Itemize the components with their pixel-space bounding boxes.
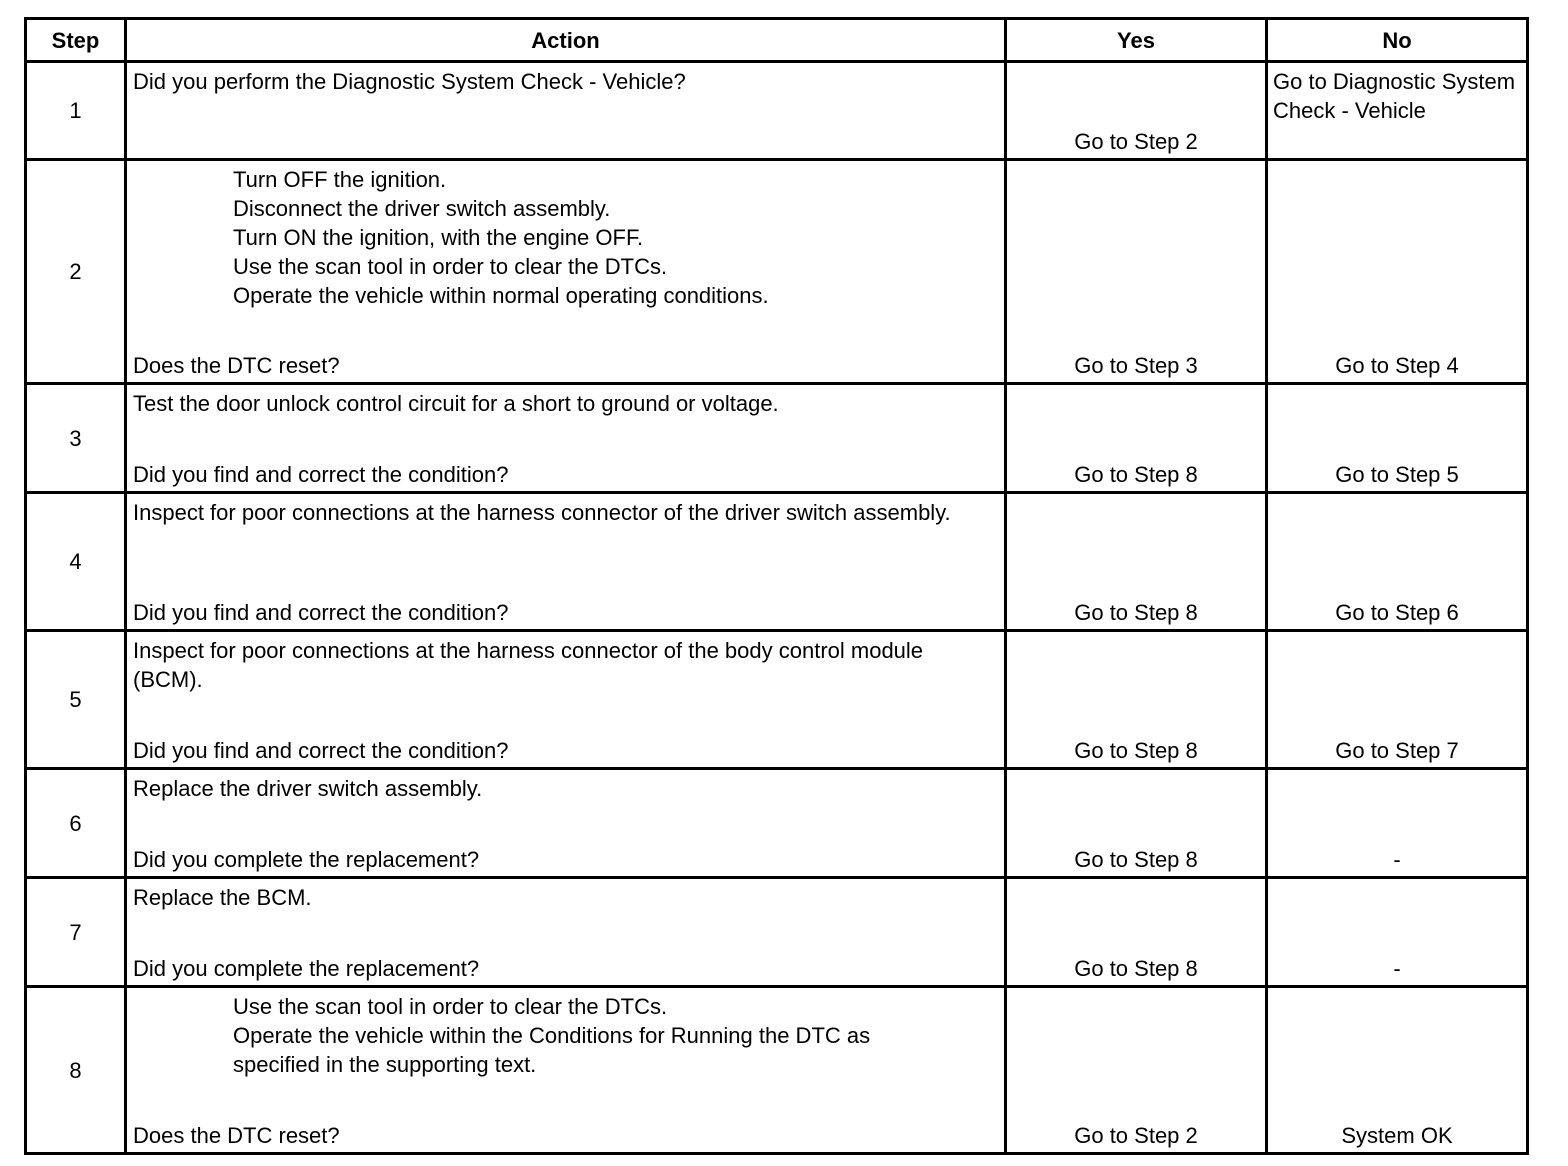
step-number: 1 [26, 62, 126, 160]
action-cell [126, 384, 1006, 493]
no-link[interactable]: Go to Diagnostic System Check - Vehicle [1273, 69, 1516, 123]
action-text: Test the door unlock control circuit for a short to ground or voltage. [133, 391, 779, 416]
action-question: Did you find and correct the condition? [133, 738, 509, 763]
action-step: specified in the supporting text. [233, 1052, 537, 1077]
action-cell [126, 878, 1006, 987]
action-text: Replace the BCM. [133, 885, 312, 910]
table-row [26, 62, 1528, 160]
step-number: 5 [26, 631, 126, 769]
action-question: Did you find and correct the condition? [133, 462, 509, 487]
action-steps-list [133, 165, 998, 310]
no-cell [1267, 384, 1528, 493]
yes-cell [1006, 384, 1267, 493]
action-step: Turn ON the ignition, with the engine OFF. [233, 225, 644, 250]
no-cell [1267, 160, 1528, 384]
action-question: Did you complete the replacement? [133, 956, 480, 981]
table-row [26, 160, 1528, 384]
action-question: Does the DTC reset? [133, 353, 340, 378]
no-link[interactable]: Go to Step 5 [1335, 462, 1459, 487]
action-text: Inspect for poor connections at the harness connector of the driver switch assembly. [133, 500, 951, 525]
yes-cell [1006, 493, 1267, 631]
yes-link[interactable]: Go to Step 2 [1074, 1123, 1198, 1148]
yes-cell [1006, 987, 1267, 1154]
no-cell [1267, 62, 1528, 160]
diagnostic-table [24, 17, 1529, 1155]
action-steps-list [133, 992, 998, 1079]
no-cell [1267, 493, 1528, 631]
yes-link[interactable]: Go to Step 8 [1074, 847, 1198, 872]
header-no: No [1267, 19, 1528, 62]
step-number: 6 [26, 769, 126, 878]
header-yes: Yes [1006, 19, 1267, 62]
no-value: - [1393, 956, 1401, 981]
yes-link[interactable]: Go to Step 2 [1074, 129, 1198, 154]
table-row [26, 384, 1528, 493]
action-text: Replace the driver switch assembly. [133, 776, 483, 801]
yes-link[interactable]: Go to Step 8 [1074, 462, 1198, 487]
action-text: Did you perform the Diagnostic System Check - Vehicle? [133, 69, 686, 94]
action-step: Disconnect the driver switch assembly. [233, 196, 611, 221]
step-number: 8 [26, 987, 126, 1154]
yes-link[interactable]: Go to Step 3 [1074, 353, 1198, 378]
no-link[interactable]: Go to Step 7 [1335, 738, 1459, 763]
step-number: 4 [26, 493, 126, 631]
table-header-row [26, 19, 1528, 62]
yes-cell [1006, 631, 1267, 769]
table-row [26, 987, 1528, 1154]
no-cell [1267, 769, 1528, 878]
step-number: 2 [26, 160, 126, 384]
action-cell [126, 769, 1006, 878]
action-cell [126, 987, 1006, 1154]
action-step: Use the scan tool in order to clear the DTCs. [233, 254, 668, 279]
action-text: Inspect for poor connections at the harness connector of the body control module (BCM). [133, 638, 924, 692]
table-row [26, 493, 1528, 631]
action-question: Did you find and correct the condition? [133, 600, 509, 625]
action-cell [126, 493, 1006, 631]
no-cell [1267, 631, 1528, 769]
action-cell [126, 160, 1006, 384]
yes-cell [1006, 160, 1267, 384]
yes-cell [1006, 878, 1267, 987]
step-number: 7 [26, 878, 126, 987]
no-value: System OK [1341, 1123, 1453, 1148]
table-row [26, 878, 1528, 987]
header-action: Action [126, 19, 1006, 62]
no-link[interactable]: Go to Step 4 [1335, 353, 1459, 378]
no-link[interactable]: Go to Step 6 [1335, 600, 1459, 625]
no-cell [1267, 987, 1528, 1154]
action-cell [126, 631, 1006, 769]
action-question: Does the DTC reset? [133, 1123, 340, 1148]
action-step: Turn OFF the ignition. [233, 167, 447, 192]
table-row [26, 631, 1528, 769]
action-step: Operate the vehicle within normal operating conditions. [233, 283, 769, 308]
table-row [26, 769, 1528, 878]
action-step: Use the scan tool in order to clear the DTCs. [233, 994, 668, 1019]
action-step: Operate the vehicle within the Conditions for Running the DTC as [233, 1023, 871, 1048]
header-step: Step [26, 19, 126, 62]
no-cell [1267, 878, 1528, 987]
yes-link[interactable]: Go to Step 8 [1074, 738, 1198, 763]
no-value: - [1393, 847, 1401, 872]
action-cell [126, 62, 1006, 160]
yes-link[interactable]: Go to Step 8 [1074, 600, 1198, 625]
yes-link[interactable]: Go to Step 8 [1074, 956, 1198, 981]
yes-cell [1006, 62, 1267, 160]
step-number: 3 [26, 384, 126, 493]
action-question: Did you complete the replacement? [133, 847, 480, 872]
yes-cell [1006, 769, 1267, 878]
